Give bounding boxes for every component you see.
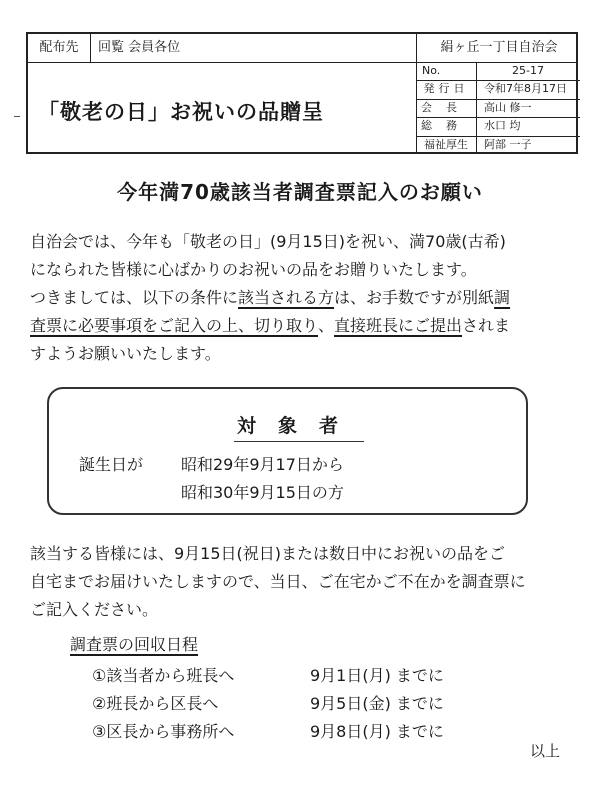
closing-text: 以上 — [530, 742, 561, 760]
text-span: つきましては、以下の条件に — [30, 288, 239, 307]
info-value: 阿部 一子 — [484, 137, 532, 151]
paragraph-line — [30, 284, 578, 312]
birthdate-label: 誕生日が — [79, 455, 144, 474]
text-span: は、お手数ですが別紙 — [334, 288, 495, 307]
paragraph-line: 該当する皆様には、9月15日(祝日)または数日中にお祝いの品をご — [30, 544, 506, 563]
target-title: 対象者 — [236, 415, 360, 437]
info-key: 会長 — [416, 99, 477, 117]
info-row-date — [416, 80, 580, 99]
info-row-chair — [416, 99, 580, 118]
info-key: No. — [416, 62, 477, 80]
paragraph-line: 自宅までお届けいたしますので、当日、ご在宅かご不在かを調査票に — [30, 572, 526, 591]
distribution-value: 回覧 会員各位 — [98, 40, 181, 55]
info-row-welfare — [416, 136, 580, 154]
info-row-no — [416, 62, 580, 81]
paragraph-line: すようお願いいたします。 — [30, 344, 221, 363]
info-value: 高山 修一 — [484, 100, 532, 114]
info-key: 発行日 — [416, 80, 477, 98]
info-value: 令和7年8月17日 — [484, 82, 567, 96]
header-table — [26, 32, 578, 154]
info-value: 水口 均 — [484, 119, 521, 133]
target-box — [47, 387, 528, 515]
info-table — [416, 62, 580, 154]
text-span: されま — [462, 316, 511, 335]
birthdate-from: 昭和29年9月17日から — [181, 455, 344, 474]
schedule-step: ③区長から事務所へ — [92, 722, 235, 741]
distribution-label: 配布先 — [28, 34, 91, 62]
underlined-text: 調 — [494, 288, 511, 307]
target-title-underline — [234, 441, 364, 442]
underlined-text: 該当される方 — [238, 288, 335, 307]
margin-mark — [14, 116, 20, 117]
paragraph-line: 自治会では、今年も「敬老の日」(9月15日)を祝い、満70歳(古希) — [30, 232, 506, 251]
info-key: 総務 — [416, 117, 477, 135]
paragraph-line: になられた皆様に心ばかりのお祝いの品をお贈りいたします。 — [30, 260, 477, 279]
schedule-title: 調査票の回収日程 — [70, 635, 199, 654]
schedule-step: ②班長から区長へ — [92, 694, 219, 713]
birthdate-to: 昭和30年9月15日の方 — [181, 483, 344, 502]
paragraph-line: ご記入ください。 — [30, 600, 159, 619]
header-top-row — [28, 34, 576, 63]
organization-name: 絹ヶ丘一丁目自治会 — [416, 34, 581, 62]
paragraph-line — [30, 312, 578, 340]
schedule-deadline: 9月1日(月) までに — [310, 666, 444, 685]
info-row-general — [416, 117, 580, 136]
text-span: 、 — [318, 316, 335, 335]
schedule-deadline: 9月5日(金) までに — [310, 694, 444, 713]
underlined-text: 直接班長にご提出 — [334, 316, 463, 335]
underlined-text: 査票に必要事項をご記入の上、切り取り — [30, 316, 319, 335]
info-value: 25-17 — [512, 64, 544, 77]
main-heading: 今年満70歳該当者調査票記入のお願い — [117, 180, 483, 204]
schedule-deadline: 9月8日(月) までに — [310, 722, 444, 741]
document-title: 「敬老の日」お祝いの品贈呈 — [38, 100, 324, 124]
title-box — [28, 62, 417, 154]
info-key: 福祉厚生 — [416, 136, 477, 154]
schedule-step: ①該当者から班長へ — [92, 666, 235, 685]
